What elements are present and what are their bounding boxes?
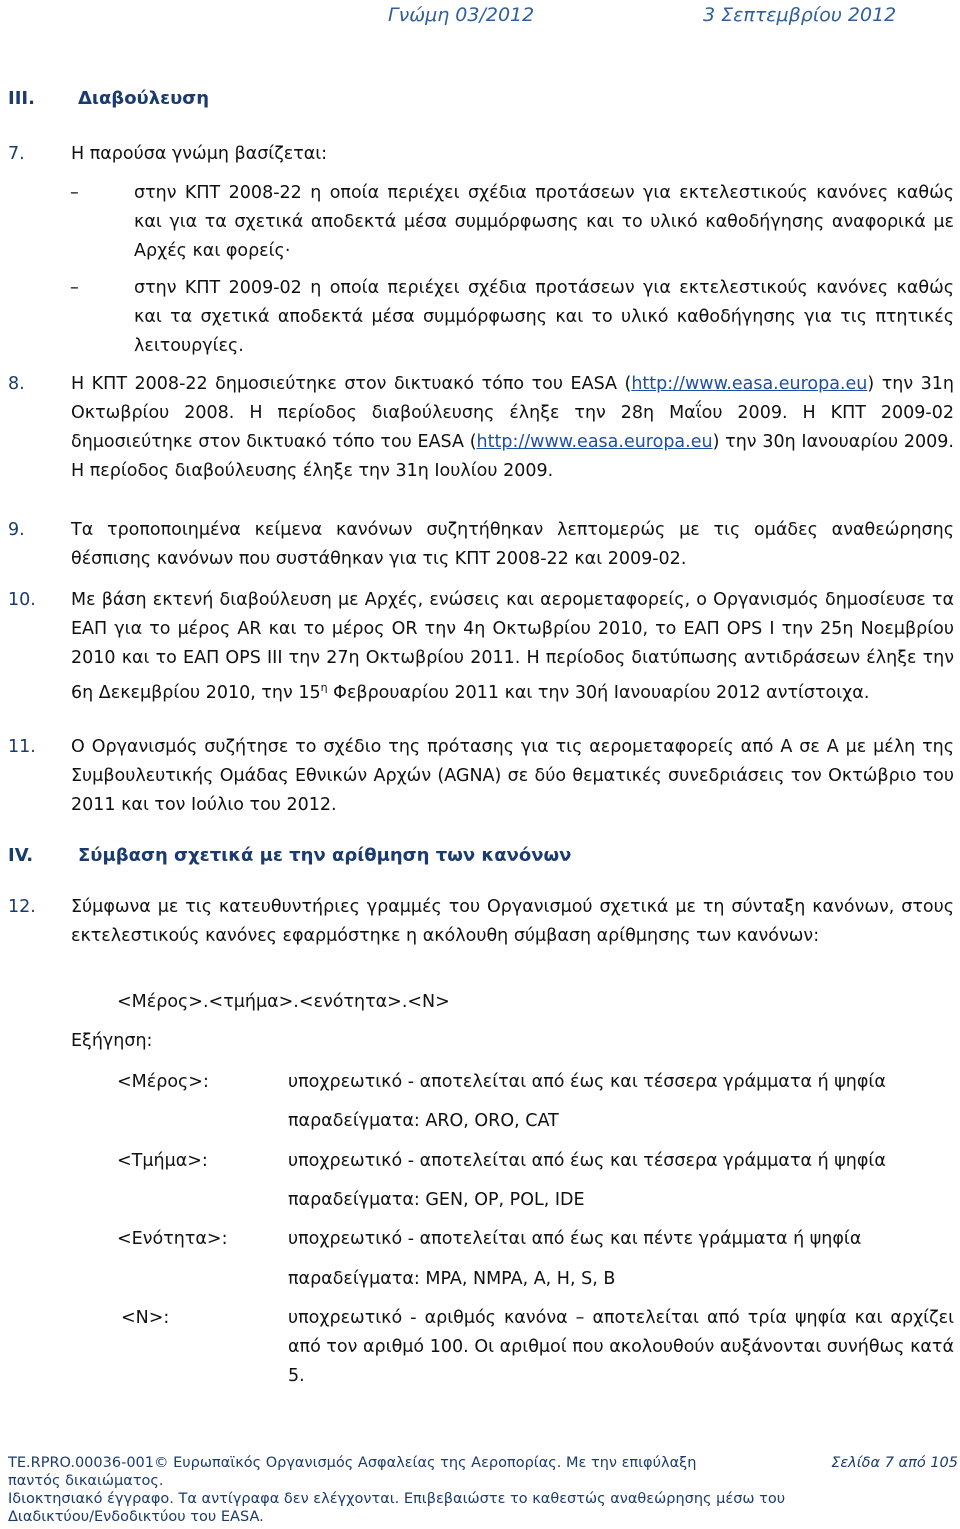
paragraph-number: 7. bbox=[8, 144, 25, 164]
footer-proprietary: Ιδιοκτησιακό έγγραφο. Τα αντίγραφα δεν ελέγχονται. Επιβεβαιώστε το καθεστώς αναθεώρησης μέσω του bbox=[8, 1491, 786, 1507]
text-run: ) την 31η Οκτωβρίου 2008. Η περίοδος διαβούλευσης έληξε την 28η Μαΐου 2009. Η ΚΠΤ 2009-02 δημοσιεύτηκε στον δικτυακό τόπο του EASA ( bbox=[71, 374, 954, 452]
bullet-item bbox=[8, 179, 954, 266]
superscript: η bbox=[320, 681, 328, 694]
page-footer bbox=[8, 1454, 958, 1526]
paragraph-text bbox=[71, 586, 954, 708]
paragraph-text: Ο Οργανισμός συζήτησε το σχέδιο της πρότασης για τις αερομεταφορείς από Α σε Α με μέλη της Συμβουλευτικής Ομάδας Εθνικών Αρχών (AGNA) σε δύο θεματικές συνεδριάσεις τον Οκτώβριο του 2011 και τον Ιούλιο του 2012. bbox=[71, 737, 954, 815]
paragraph-number: 9. bbox=[8, 520, 25, 540]
definition-text: υποχρεωτικό - αριθμός κανόνα – αποτελείται από τρία ψηφία και αρχίζει από τον αριθμό 100. Οι αριθμοί που ακολουθούν αυξάνονται συνήθως κατά 5. bbox=[288, 1308, 954, 1386]
easa-link[interactable]: http://www.easa.europa.eu bbox=[631, 374, 868, 394]
footer-revision: Διαδικτύου/Ενδοδικτύου του EASA. bbox=[8, 1509, 264, 1525]
definition-label: <N>: bbox=[121, 1308, 170, 1328]
paragraph-9 bbox=[8, 516, 954, 574]
easa-link[interactable]: http://www.easa.europa.eu bbox=[476, 432, 713, 452]
paragraph-7 bbox=[8, 140, 954, 169]
paragraph-8 bbox=[8, 370, 954, 486]
paragraph-10 bbox=[8, 586, 954, 708]
text-run: Με βάση εκτενή διαβούλευση με Αρχές, ενώσεις και αερομεταφορείς, ο Οργανισμός δημοσίευσε τα ΕΑΠ για το μέρος AR και το μέρος OR την 4η Οκτωβρίου 2010, το ΕΑΠ OPS I την 25η Νοεμβρίου 2010 και το ΕΑΠ OPS III την 27η Οκτωβρίου 2011. Η περίοδος διατύπωσης αντιδράσεων έληξε την 6η Δεκεμβρίου 2010, την 15 bbox=[71, 590, 954, 703]
definition-examples: παραδείγματα: MPA, NMPA, A, H, S, B bbox=[288, 1269, 616, 1289]
explanation-label: Εξήγηση: bbox=[71, 1031, 153, 1051]
dash-marker: – bbox=[70, 183, 79, 203]
header-opinion-number: Γνώμη 03/2012 bbox=[388, 4, 535, 26]
paragraph-text bbox=[71, 370, 954, 486]
footer-rights: παντός δικαιώματος. bbox=[8, 1473, 164, 1489]
paragraph-number: 8. bbox=[8, 374, 25, 394]
section-number: IV. bbox=[8, 845, 34, 866]
bullet-item bbox=[8, 274, 954, 361]
section-number: III. bbox=[8, 88, 35, 109]
text-run: ) την 30η Ιανουαρίου 2009. Η περίοδος διαβούλευσης έληξε την 31η Ιουλίου 2009. bbox=[71, 432, 954, 481]
definition-label: <Μέρος>: bbox=[117, 1072, 209, 1092]
paragraph-12 bbox=[8, 893, 954, 951]
header-date: 3 Σεπτεμβρίου 2012 bbox=[703, 4, 897, 26]
text-run: Φεβρουαρίου 2011 και την 30ή Ιανουαρίου 2012 αντίστοιχα. bbox=[327, 682, 870, 703]
definition-examples: παραδείγματα: GEN, OP, POL, IDE bbox=[288, 1190, 585, 1210]
paragraph-text: Σύμφωνα με τις κατευθυντήριες γραμμές του Οργανισμού σχετικά με τη σύνταξη κανόνων, στους εκτελεστικούς κανόνες εφαρμόστηκε η ακόλουθη σύμβαση αρίθμησης των κανόνων: bbox=[71, 897, 954, 946]
definition-label: <Ενότητα>: bbox=[117, 1229, 228, 1249]
paragraph-number: 11. bbox=[8, 737, 36, 757]
definition-text: υποχρεωτικό - αποτελείται από έως και τέσσερα γράμματα ή ψηφία bbox=[288, 1072, 886, 1092]
definition-text: υποχρεωτικό - αποτελείται από έως και τέσσερα γράμματα ή ψηφία bbox=[288, 1151, 886, 1171]
paragraph-number: 10. bbox=[8, 590, 36, 610]
paragraph-11 bbox=[8, 733, 954, 820]
definition-text: υποχρεωτικό - αποτελείται από έως και πέντε γράμματα ή ψηφία bbox=[288, 1229, 862, 1249]
bullet-text: στην ΚΠΤ 2009-02 η οποία περιέχει σχέδια προτάσεων για εκτελεστικούς κανόνες καθώς και τα σχετικά αποδεκτά μέσα συμμόρφωσης και το υλικό καθοδήγησης για τις πτητικές λειτουργίες. bbox=[134, 278, 954, 356]
paragraph-number: 12. bbox=[8, 897, 36, 917]
paragraph-text: Η παρούσα γνώμη βασίζεται: bbox=[71, 144, 328, 164]
section-heading-consultation bbox=[8, 88, 209, 109]
numbering-pattern: <Μέρος>.<τμήμα>.<ενότητα>.<N> bbox=[117, 992, 450, 1012]
section-title: Διαβούλευση bbox=[78, 88, 210, 109]
section-title: Σύμβαση σχετικά με την αρίθμηση των κανόνων bbox=[78, 845, 572, 866]
dash-marker: – bbox=[70, 278, 79, 298]
paragraph-text: Τα τροποποιημένα κείμενα κανόνων συζητήθηκαν λεπτομερώς με τις ομάδες αναθεώρησης θέσπισης κανόνων που συστάθηκαν για τις ΚΠΤ 2008-22 και 2009-02. bbox=[71, 520, 954, 569]
definition-examples: παραδείγματα: ARO, ORO, CAT bbox=[288, 1111, 559, 1131]
section-heading-numbering bbox=[8, 845, 571, 866]
footer-copyright: TE.RPRO.00036-001© Ευρωπαϊκός Οργανισμός Ασφαλείας της Αεροπορίας. Με την επιφύλαξη bbox=[8, 1455, 697, 1471]
definition-label: <Τμήμα>: bbox=[117, 1151, 208, 1171]
text-run: Η ΚΠΤ 2008-22 δημοσιεύτηκε στον δικτυακό τόπο του EASA ( bbox=[71, 374, 632, 394]
bullet-text: στην ΚΠΤ 2008-22 η οποία περιέχει σχέδια προτάσεων για εκτελεστικούς κανόνες καθώς και για τα σχετικά αποδεκτά μέσα συμμόρφωσης και το υλικό καθοδήγησης αναφορικά με Αρχές και φορείς· bbox=[134, 183, 954, 261]
page-number: Σελίδα 7 από 105 bbox=[831, 1455, 958, 1471]
